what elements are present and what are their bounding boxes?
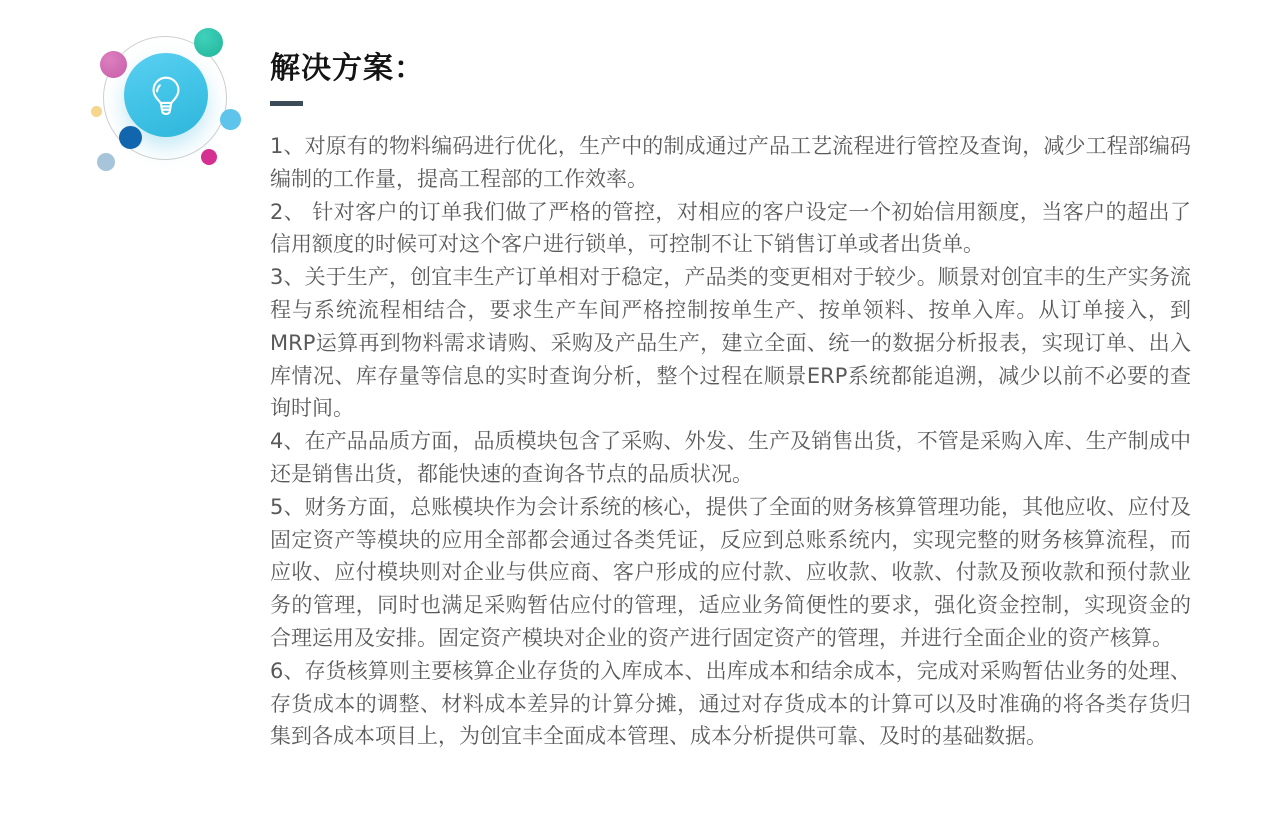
paragraph-5: 5、财务方面，总账模块作为会计系统的核心，提供了全面的财务核算管理功能，其他应收、应付及固定资产等模块的应用全部都会通过各类凭证，反应到总账系统内，实现完整的财务核算流程，而应收、应付模块则对企业与供应商、客户形成的应付款、应收款、收款、付款及预收款和预付款业务的管理，同时也满足采购暂估应付的管理，适应业务简便性的要求，强化资金控制，实现资金的合理运用及安排。固定资产模块对企业的资产进行固定资产的管理，并进行全面企业的资产核算。: [270, 494, 1191, 650]
title-underline-dash: [270, 101, 303, 106]
solution-text: [270, 130, 1191, 753]
dot-yellow: [91, 106, 102, 117]
paragraph-1: 1、对原有的物料编码进行优化，生产中的制成通过产品工艺流程进行管控及查询，减少工程部编码编制的工作量，提高工程部的工作效率。: [270, 134, 1191, 191]
solution-section: [270, 50, 1191, 753]
lightbulb-circle: [124, 53, 208, 137]
paragraph-4: 4、在产品品质方面，品质模块包含了采购、外发、生产及销售出货，不管是采购入库、生产制成中还是销售出货，都能快速的查询各节点的品质状况。: [270, 429, 1191, 486]
paragraph-6: 6、存货核算则主要核算企业存货的入库成本、出库成本和结余成本，完成对采购暂估业务的处理、存货成本的调整、材料成本差异的计算分摊，通过对存货成本的计算可以及时准确的将各类存货归集到各成本项目上，为创宜丰全面成本管理、成本分析提供可靠、及时的基础数据。: [270, 658, 1191, 749]
dot-teal: [194, 28, 223, 57]
paragraph-3: 3、关于生产，创宜丰生产订单相对于稳定，产品类的变更相对于较少。顺景对创宜丰的生产实务流程与系统流程相结合，要求生产车间严格控制按单生产、按单领料、按单入库。从订单接入，到MRP运算再到物料需求请购、采购及产品生产，建立全面、统一的数据分析报表，实现订单、出入库情况、库存量等信息的实时查询分析，整个过程在顺景ERP系统都能追溯，减少以前不必要的查询时间。: [270, 265, 1191, 421]
dot-magenta: [201, 149, 217, 165]
dot-grayblue: [97, 153, 115, 171]
paragraph-2: 2、 针对客户的订单我们做了严格的管控，对相应的客户设定一个初始信用额度，当客户的超出了信用额度的时候可对这个客户进行锁单，可控制不让下销售订单或者出货单。: [270, 199, 1191, 257]
dot-pink: [100, 51, 127, 78]
lightbulb-icon: [143, 70, 189, 120]
dot-darkblue: [119, 126, 142, 149]
hero-graphic: [93, 26, 249, 184]
dot-lightblue: [220, 109, 241, 130]
section-title: 解决方案：: [270, 51, 425, 86]
